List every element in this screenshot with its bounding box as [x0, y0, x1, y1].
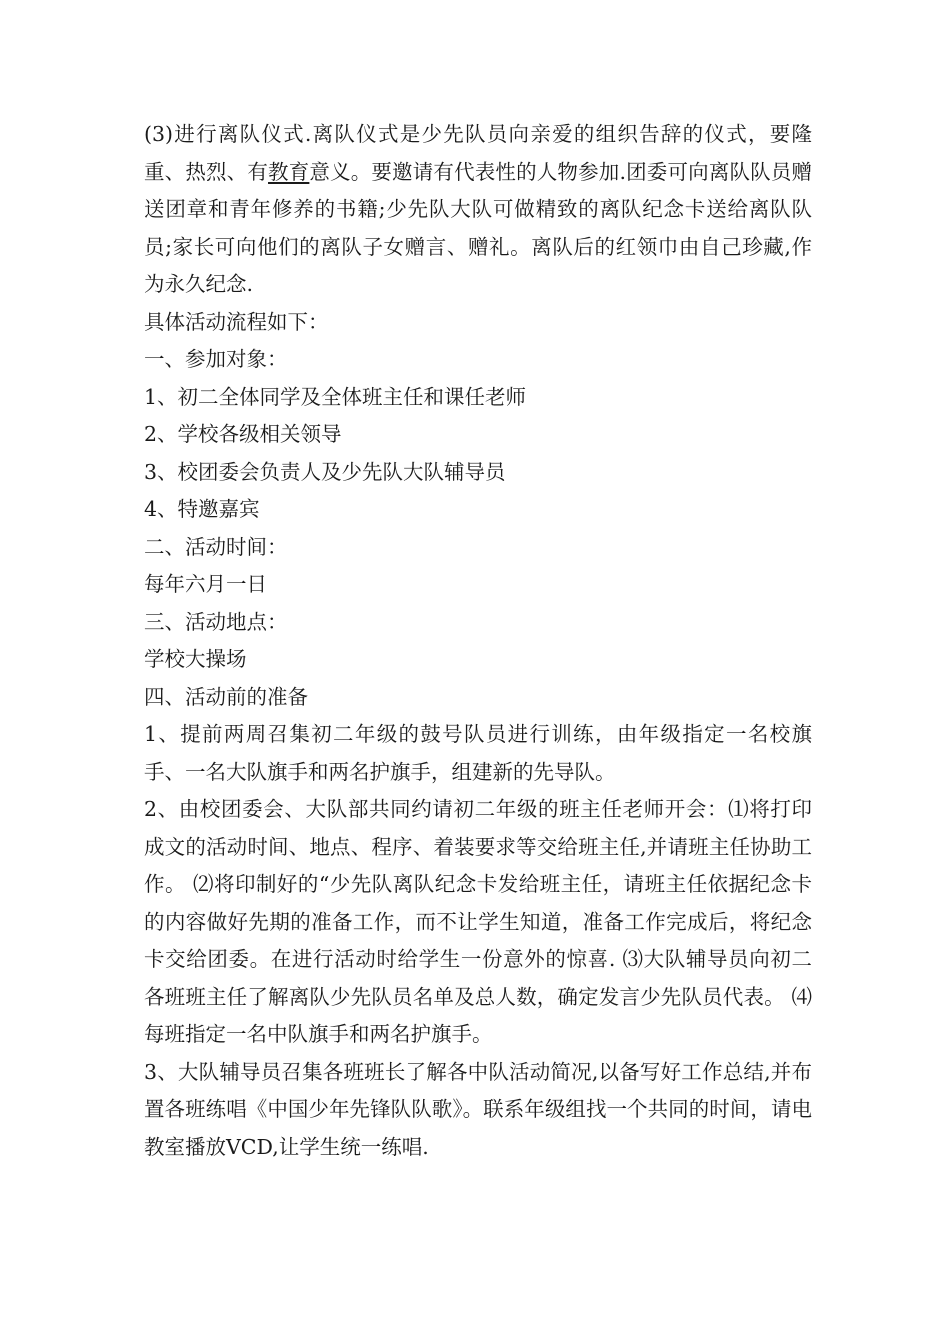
participant-item-4: 4、特邀嘉宾 — [144, 497, 260, 521]
section-heading-location: 三、活动地点： — [144, 609, 288, 634]
participant-item-3: 3、校团委会负责人及少先队大队辅导员 — [144, 459, 506, 484]
document-body — [144, 116, 812, 1166]
paragraph-ceremony — [144, 116, 812, 304]
preparation-item-3: 3、大队辅导员召集各班班长了解各中队活动简况,以备写好工作总结,并布置各班练唱《中国少年先锋队队歌》。联系年级组找一个共同的时间，请电教室播放VCD,让学生统一练唱. — [144, 1059, 812, 1159]
activity-location: 学校大操场 — [144, 647, 247, 671]
section-heading-preparation: 四、活动前的准备 — [144, 684, 308, 709]
paragraph-ceremony-text-start: (3)进行离队仪式.离队仪式是少先队员向亲爱的组织告辞的仪式，要隆重、热烈、有 — [144, 122, 812, 184]
preparation-item-2: 2、由校团委会、大队部共同约请初二年级的班主任老师开会：⑴将打印成文的活动时间、地点、程序、着装要求等交给班主任,并请班主任协助工作。 ⑵将印制好的“少先队离队纪念卡发给班主任，请班主任依据纪念卡的内容做好先期的准备工作，而不让学生知道，准备工作完成后，将纪念卡交给团委。在进行活动时给学生一份意外的惊喜. ⑶大队辅导员向初二各班班主任了解离队少先队员名单及总人数，确定发言少先队员代表。 ⑷每班指定一名中队旗手和两名护旗手。 — [144, 797, 812, 1046]
section-heading-time: 二、活动时间： — [144, 534, 288, 559]
participant-item-1: 1、初二全体同学及全体班主任和课任老师 — [144, 384, 527, 409]
participant-item-2: 2、学校各级相关领导 — [144, 422, 342, 446]
preparation-item-1: 1、提前两周召集初二年级的鼓号队员进行训练，由年级指定一名校旗手、一名大队旗手和两名护旗手，组建新的先导队。 — [144, 722, 812, 784]
paragraph-ceremony-text-end: 意义。要邀请有代表性的人物参加.团委可向离队队员赠送团章和青年修养的书籍;少先队大队可做精致的离队纪念卡送给离队队员;家长可向他们的离队子女赠言、赠礼。离队后的红领巾由自己珍藏,作为永久纪念. — [144, 159, 813, 296]
process-intro: 具体活动流程如下： — [144, 309, 329, 334]
education-link[interactable]: 教育 — [268, 159, 310, 184]
activity-time: 每年六月一日 — [144, 572, 267, 596]
section-heading-participants: 一、参加对象： — [144, 347, 288, 371]
